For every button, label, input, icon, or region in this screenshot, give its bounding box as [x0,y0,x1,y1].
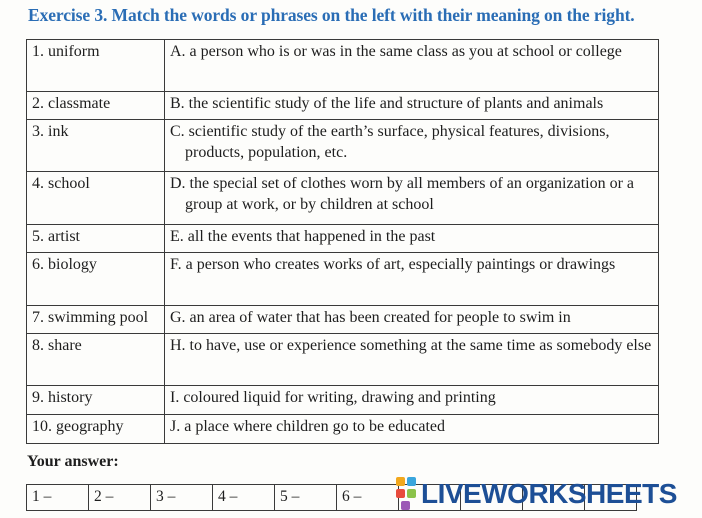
matching-table [26,39,659,444]
definition-cell [165,415,659,444]
answer-cell-2[interactable]: 2 – [89,485,151,510]
table-row [27,306,659,334]
word-cell: 10. geography [27,415,165,444]
word-cell: 8. share [27,334,165,386]
watermark-text: LIVEWORKSHEETS [421,478,677,509]
table-row [27,92,659,120]
word-cell: 2. classmate [27,92,165,120]
definition-text: B. the scientific study of the life and structure of plants and animals [170,95,604,112]
liveworksheets-logo-icon [395,476,417,512]
word-cell: 6. biology [27,253,165,306]
definition-cell [165,225,659,253]
liveworksheets-watermark [395,474,677,514]
definition-text: J. a place where children go to be educated [170,418,445,435]
definition-cell [165,40,659,92]
definition-text: E. all the events that happened in the past [170,228,436,245]
definition-text: F. a person who creates works of art, especially paintings or drawings [170,256,616,273]
definition-cell [165,386,659,415]
table-row [27,40,659,92]
definition-cell [165,92,659,120]
answer-cell-5[interactable]: 5 – [275,485,337,510]
word-cell: 9. history [27,386,165,415]
definition-text: I. coloured liquid for writing, drawing and printing [170,389,496,406]
definition-text: D. the special set of clothes worn by all members of an organization or a group at work, or by children at school [170,175,635,213]
answer-cell-6[interactable]: 6 – [337,485,399,510]
word-cell: 3. ink [27,120,165,172]
table-row [27,415,659,444]
definition-text: A. a person who is or was in the same class as you at school or college [170,43,622,60]
answer-cell-3[interactable]: 3 – [151,485,213,510]
exercise-title: Exercise 3. Match the words or phrases on the left with their meaning on the right. [28,5,635,25]
definition-text: C. scientific study of the earth’s surface, physical features, divisions, products, population, etc. [170,123,610,161]
definition-cell [165,120,659,172]
definition-cell [165,253,659,306]
word-cell: 5. artist [27,225,165,253]
answer-cell-1[interactable]: 1 – [27,485,89,510]
definition-text: H. to have, use or experience something at the same time as somebody else [170,337,652,354]
answer-label: Your answer: [27,453,119,470]
definition-cell [165,306,659,334]
word-cell: 4. school [27,172,165,225]
definition-cell [165,334,659,386]
table-row [27,253,659,306]
table-row [27,120,659,172]
definition-cell [165,172,659,225]
table-row [27,225,659,253]
table-row [27,172,659,225]
answer-cell-4[interactable]: 4 – [213,485,275,510]
table-row [27,334,659,386]
table-row [27,386,659,415]
definition-text: G. an area of water that has been created for people to swim in [170,309,571,326]
word-cell: 7. swimming pool [27,306,165,334]
word-cell: 1. uniform [27,40,165,92]
